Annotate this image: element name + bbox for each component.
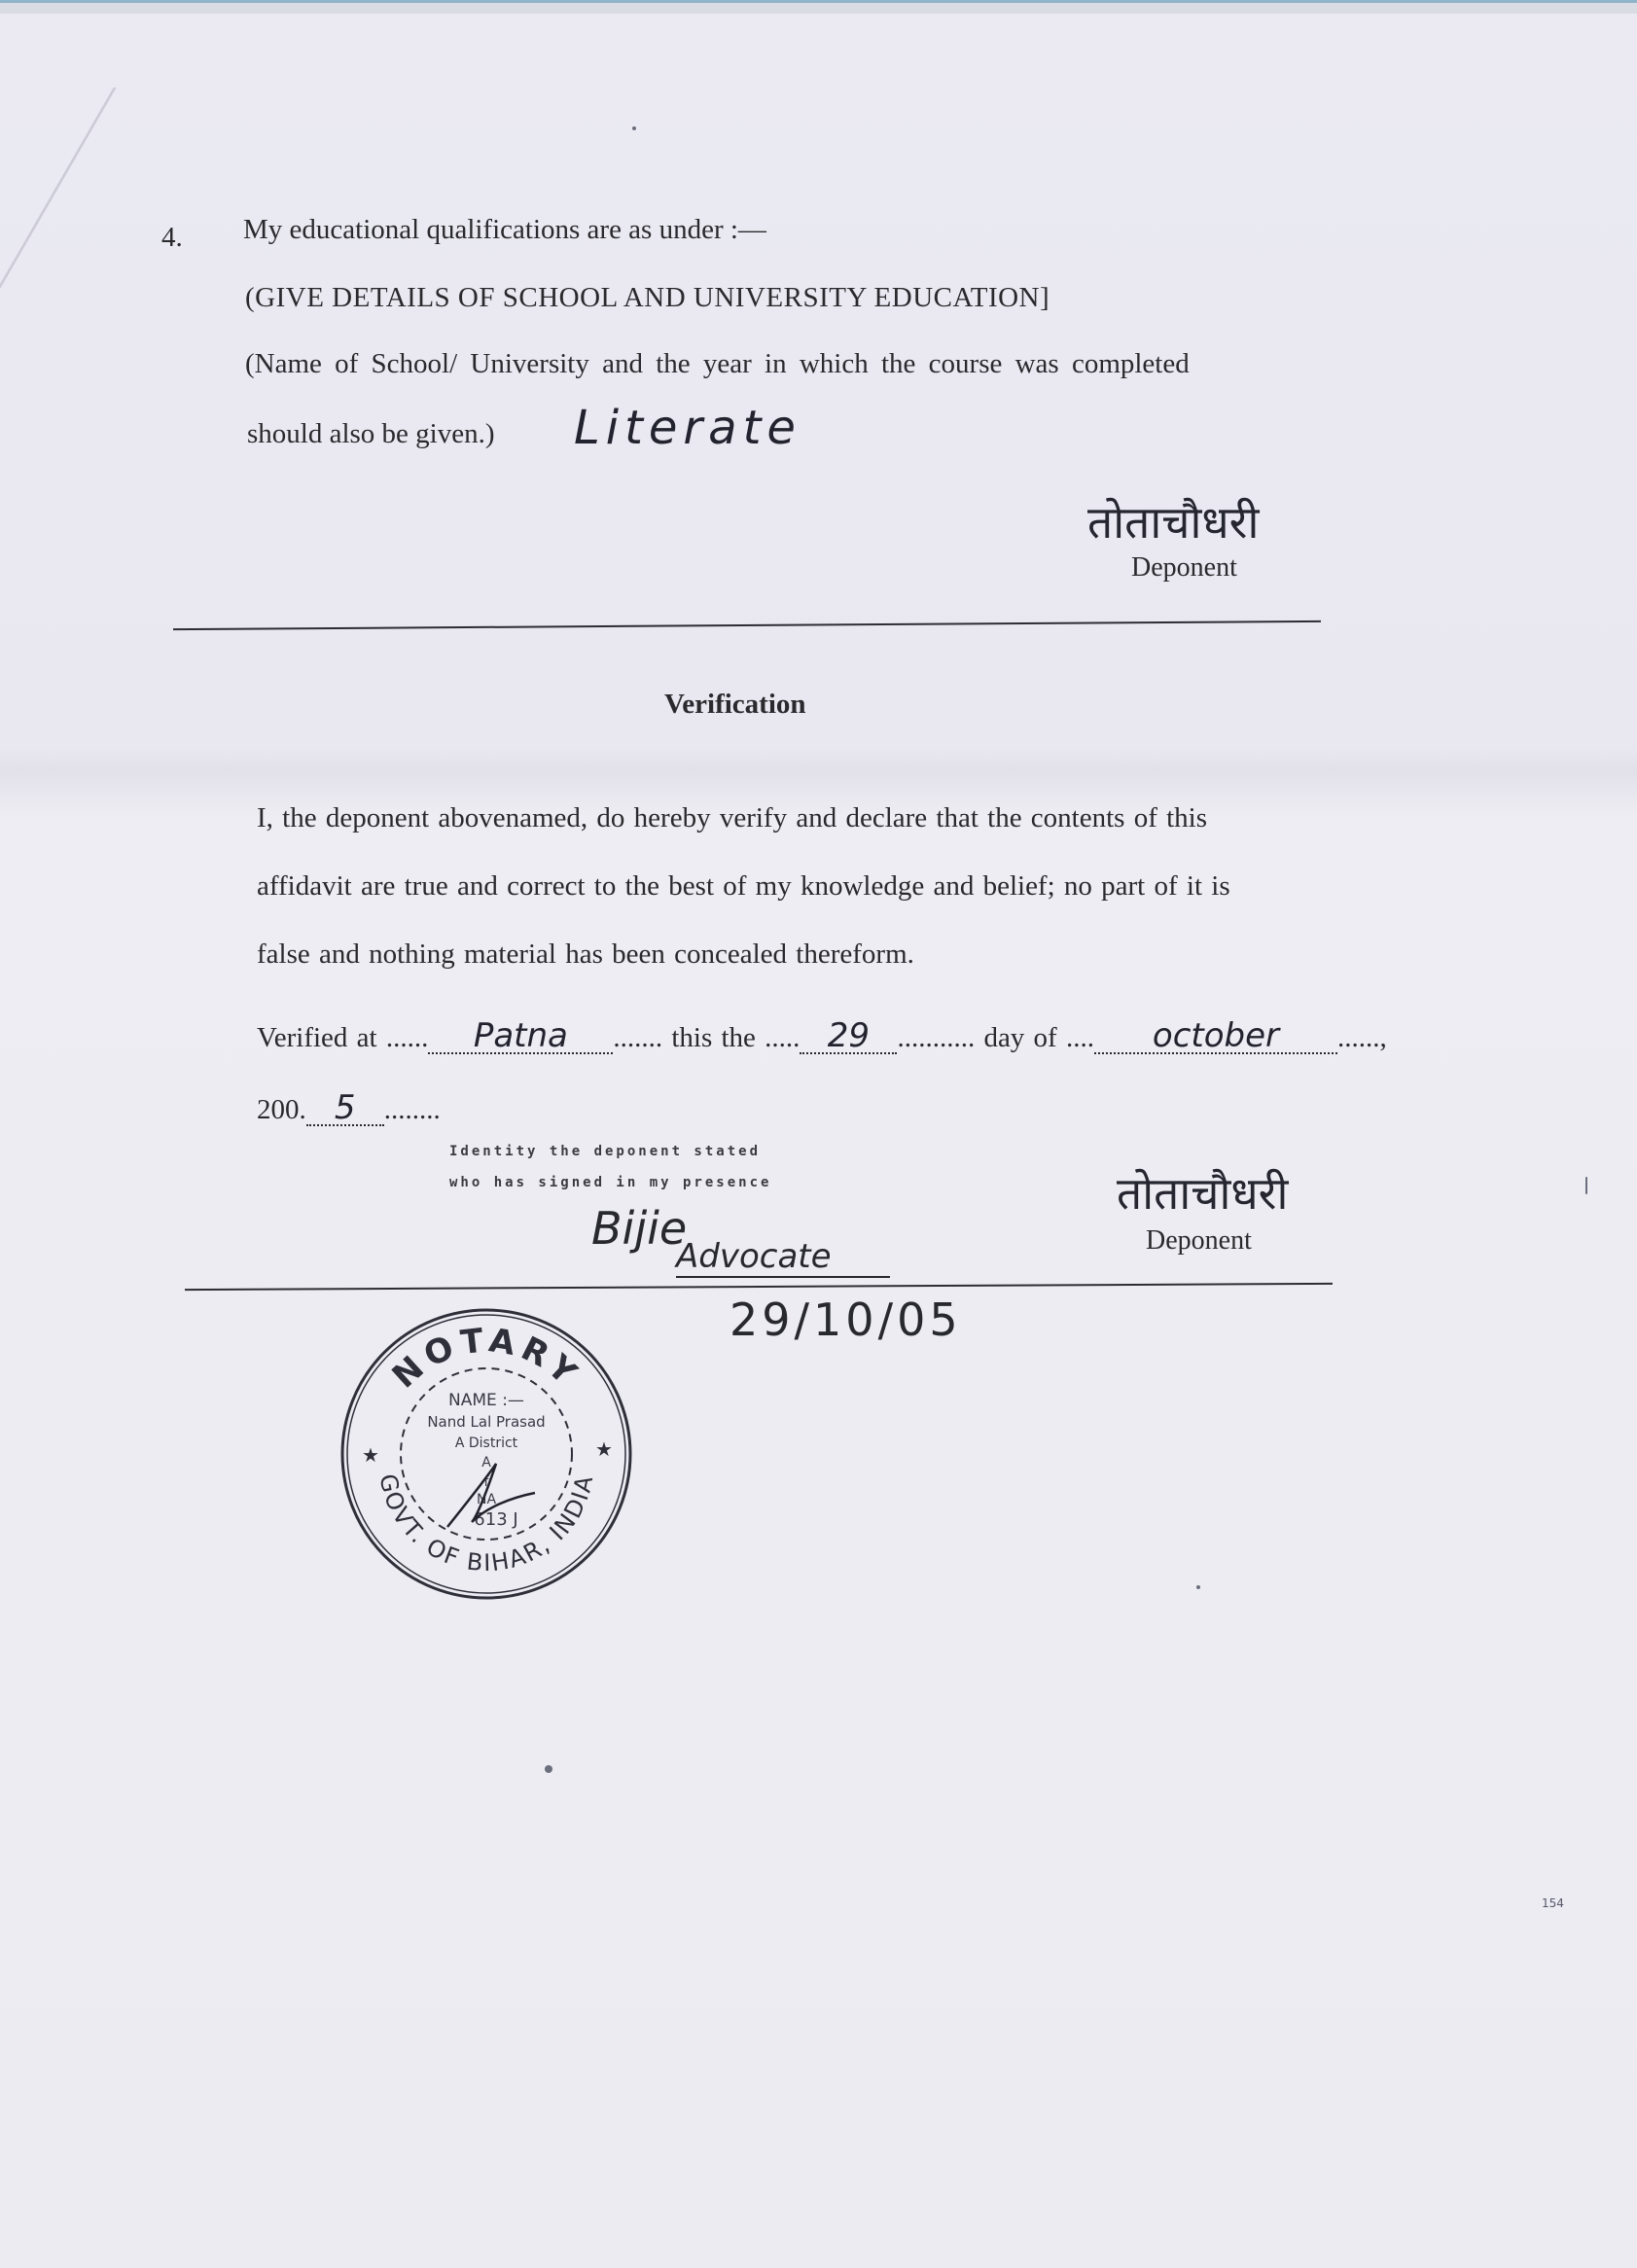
seal-name: Nand Lal Prasad [427, 1413, 546, 1431]
marginal-mark: 154 [1542, 1896, 1564, 1910]
identification-stamp-line-2: who has signed in my presence [449, 1175, 772, 1190]
divider-line-1 [173, 620, 1321, 630]
verification-line-1: I, the deponent abovenamed, do hereby verify and declare that the contents of this [257, 802, 1208, 833]
deponent-signature-2: तोताचौधरी [1117, 1167, 1289, 1220]
verified-year-line [257, 1088, 441, 1127]
verification-line-2: affidavit are true and correct to the best of my knowledge and belief; no part of it is [257, 870, 1230, 902]
verified-year-digit: 5 [306, 1091, 384, 1126]
divider-line-2 [185, 1283, 1333, 1291]
item-number: 4. [161, 222, 183, 253]
seal-bottom-text: GOVT. OF BIHAR, INDIA [374, 1471, 599, 1577]
verified-prefix: Verified at ...... [257, 1022, 429, 1053]
seal-line-4: A [481, 1455, 491, 1471]
verified-place: Patna [428, 1019, 613, 1054]
qualification-line-2: (GIVE DETAILS OF SCHOOL AND UNIVERSITY EDUCATION] [245, 282, 1050, 313]
seal-top-text: NOTARY [384, 1321, 588, 1397]
notary-seal [340, 1308, 632, 1600]
scan-edge [0, 0, 1637, 14]
seal-star-right: ★ [595, 1439, 613, 1461]
qualification-line-4: should also be given.) [247, 418, 495, 449]
deponent-label-2: Deponent [1146, 1225, 1252, 1256]
handwritten-date: 29/10/05 [730, 1293, 962, 1346]
advocate-title: Advocate [676, 1237, 890, 1278]
year-suffix: ........ [383, 1094, 441, 1125]
seal-reg-no: 613 J [474, 1509, 518, 1530]
qualification-line-1: My educational qualifications are as under :— [243, 214, 766, 245]
identification-stamp-line-1: Identity the deponent stated [449, 1144, 762, 1159]
day-of-text: ........... day of .... [897, 1022, 1094, 1053]
qualification-line-3: (Name of School/ University and the year in which the course was completed [245, 348, 1190, 379]
svg-text:NOTARY [385, 1321, 588, 1396]
verified-day: 29 [800, 1019, 897, 1054]
ink-speck [632, 126, 636, 130]
handwritten-qualification: Literate [574, 401, 801, 455]
verification-line-3: false and nothing material has been concealed thereform. [257, 939, 914, 970]
month-suffix: ......, [1336, 1022, 1387, 1053]
year-prefix: 200. [257, 1094, 306, 1125]
this-the-text: ....... this the ..... [613, 1022, 801, 1053]
ink-speck [545, 1765, 552, 1773]
ink-speck [1196, 1585, 1200, 1589]
deponent-label-1: Deponent [1131, 552, 1237, 583]
seal-name-label: NAME :— [448, 1391, 524, 1410]
seal-line-6: NA [476, 1492, 497, 1507]
verified-at-line [257, 1016, 1387, 1055]
margin-tick [1585, 1177, 1587, 1194]
deponent-signature-1: तोताचौधरी [1087, 496, 1260, 549]
seal-line-3: A District [454, 1435, 518, 1451]
seal-star-left: ★ [362, 1445, 379, 1467]
advocate-signature: Bijie [591, 1202, 688, 1255]
verification-heading: Verification [664, 689, 806, 720]
verified-month: october [1094, 1019, 1337, 1054]
seal-line-5: f [483, 1474, 489, 1490]
